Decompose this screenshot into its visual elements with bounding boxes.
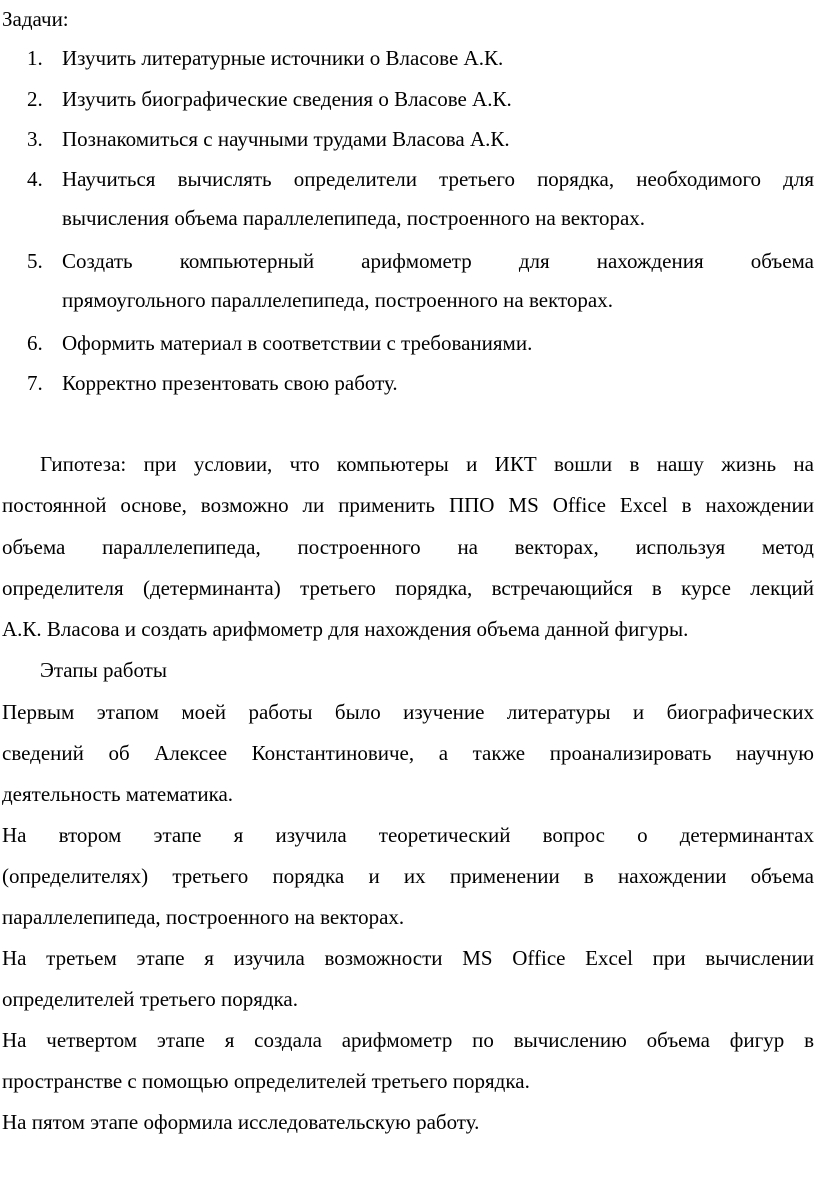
task-number: 6. xyxy=(27,331,43,355)
stage-paragraph-line: На пятом этапе оформила исследовательскую работу. xyxy=(2,1110,480,1134)
tasks-heading: Задачи: xyxy=(2,7,69,31)
task-number: 2. xyxy=(27,87,43,111)
hypothesis-line: постоянной основе, возможно ли применить ППО MS Office Excel в нахождении xyxy=(2,493,814,517)
task-text-continued: вычисления объема параллелепипеда, построенного на векторах. xyxy=(62,206,646,230)
task-item-4 xyxy=(0,164,816,194)
task-text-continued: прямоугольного параллелепипеда, построенного на векторах. xyxy=(62,288,613,312)
hypothesis-line: объема параллелепипеда, построенного на векторах, используя метод xyxy=(2,535,814,559)
task-item-7 xyxy=(0,368,816,398)
stage-paragraph-line: Первым этапом моей работы было изучение литературы и биографических xyxy=(2,700,814,724)
task-item-3 xyxy=(0,124,816,154)
task-number: 1. xyxy=(27,46,43,70)
task-text: Изучить литературные источники о Власове А.К. xyxy=(62,46,504,70)
hypothesis-line: определителя (детерминанта) третьего порядка, встречающийся в курсе лекций xyxy=(2,576,814,600)
task-item-5 xyxy=(0,246,816,276)
stages-heading: Этапы работы xyxy=(40,658,167,682)
stage-paragraph-line: (определителях) третьего порядка и их применении в нахождении объема xyxy=(2,864,814,888)
task-text: Познакомиться с научными трудами Власова А.К. xyxy=(62,127,510,151)
task-item-2 xyxy=(0,84,816,114)
task-text: Корректно презентовать свою работу. xyxy=(62,371,398,395)
stage-paragraph-line: деятельность математика. xyxy=(2,782,234,806)
task-text: Изучить биографические сведения о Власове А.К. xyxy=(62,87,512,111)
task-text: Оформить материал в соответствии с требованиями. xyxy=(62,331,533,355)
stage-paragraph-line: На третьем этапе я изучила возможности MS Office Excel при вычислении xyxy=(2,946,814,970)
stage-paragraph-line: сведений об Алексее Константиновиче, а также проанализировать научную xyxy=(2,741,814,765)
stage-paragraph-line: параллелепипеда, построенного на векторах. xyxy=(2,905,405,929)
task-text: Создать компьютерный арифмометр для нахождения объема xyxy=(62,249,814,273)
hypothesis-line: А.К. Власова и создать арифмометр для нахождения объема данной фигуры. xyxy=(2,617,689,641)
task-text: Научиться вычислять определители третьего порядка, необходимого для xyxy=(62,167,814,191)
stage-paragraph-line: пространстве с помощью определителей третьего порядка. xyxy=(2,1069,530,1093)
task-number: 4. xyxy=(27,167,43,191)
task-number: 7. xyxy=(27,371,43,395)
hypothesis-line: Гипотеза: при условии, что компьютеры и ИКТ вошли в нашу жизнь на xyxy=(40,452,814,476)
task-number: 3. xyxy=(27,127,43,151)
stage-paragraph-line: На четвертом этапе я создала арифмометр по вычислению объема фигур в xyxy=(2,1028,814,1052)
stage-paragraph-line: определителей третьего порядка. xyxy=(2,987,298,1011)
task-number: 5. xyxy=(27,249,43,273)
task-item-1 xyxy=(0,43,816,73)
stage-paragraph-line: На втором этапе я изучила теоретический вопрос о детерминантах xyxy=(2,823,814,847)
task-item-6 xyxy=(0,328,816,358)
